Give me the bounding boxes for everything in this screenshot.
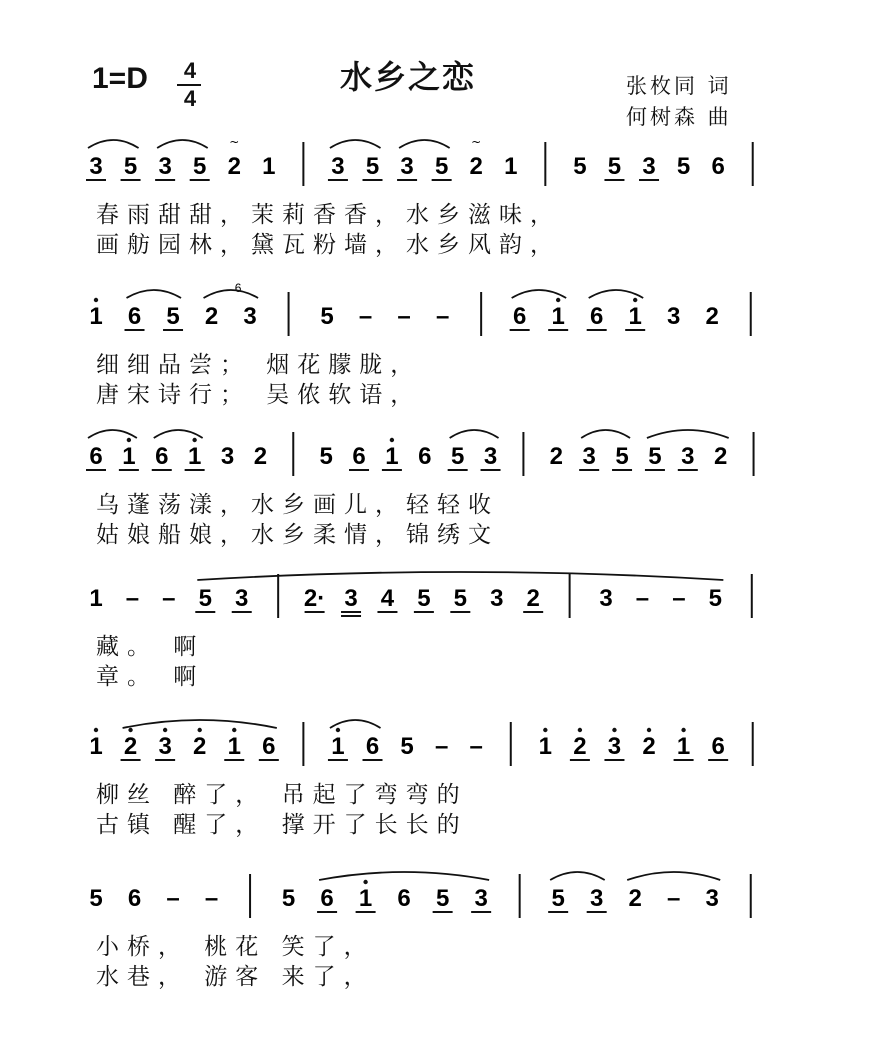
note: 1 [551, 303, 565, 330]
slur [157, 140, 208, 148]
note: 5 [615, 443, 629, 470]
note: 2 [253, 443, 268, 470]
octave-dot [94, 298, 98, 302]
slur [330, 720, 381, 728]
note: 6 [155, 443, 169, 470]
note: 1 [358, 885, 373, 912]
note: 1 [504, 153, 518, 180]
note: 3 [590, 885, 604, 912]
note: 3 [667, 303, 681, 330]
lyric-line: 古镇 醒了， 撑开了长长的 [96, 812, 468, 838]
note: 3 [235, 585, 249, 612]
octave-dot [192, 438, 196, 442]
note: 5 [573, 153, 587, 180]
note: 6 [397, 885, 411, 912]
octave-dot [681, 728, 685, 732]
note: 6 [365, 733, 380, 760]
slur [330, 140, 381, 148]
octave-dot [232, 728, 236, 732]
lyric-line: 唐宋诗行； 吴侬软语， [96, 382, 422, 408]
note: 2 [526, 585, 540, 612]
notation-line [0, 560, 884, 620]
note: 2 [705, 303, 719, 330]
lyric-line: 春雨甜甜，茉莉香香，水乡滋味， [96, 202, 561, 228]
grace-note: 6 [234, 281, 242, 295]
note: 5 [320, 303, 334, 330]
note: 1 [89, 733, 103, 760]
lyric-line: 画舫园林，黛瓦粉墙，水乡风韵， [96, 232, 561, 258]
notation-line [0, 708, 884, 768]
note: 5 [365, 153, 380, 180]
note: 2 [193, 733, 207, 760]
note: 6 [418, 443, 432, 470]
note: 3 [331, 153, 345, 180]
dash-note: – [397, 303, 411, 330]
composer-credit: 何树森 曲 [626, 105, 732, 129]
lyric-line: 水巷， 游客 来了， [96, 964, 375, 990]
note: 2 [204, 303, 219, 330]
note: 1 [385, 443, 399, 470]
note: 5 [450, 443, 465, 470]
dash-note: – [434, 733, 449, 760]
note: 5 [198, 585, 212, 612]
lyric-line: 章。 啊 [96, 664, 205, 690]
note: 5 [676, 153, 691, 180]
octave-dot [390, 438, 394, 442]
note: 1 [122, 443, 136, 470]
octave-dot [197, 728, 201, 732]
song-title: 水乡之恋 [340, 58, 477, 96]
note: 1 [538, 733, 553, 760]
lyric-line: 姑娘船娘，水乡柔情，锦绣文 [96, 522, 499, 548]
note: 2 [227, 153, 241, 180]
dash-note: – [162, 585, 176, 612]
octave-dot [363, 880, 367, 884]
note: 6 [352, 443, 366, 470]
note: 1 [262, 153, 276, 180]
dash-note: – [672, 585, 686, 612]
note: 1 [89, 303, 103, 330]
dash-note: – [204, 885, 219, 912]
dash-note: – [125, 585, 140, 612]
lyric-line: 细细品尝； 烟花朦胧， [96, 352, 422, 378]
note: 6 [89, 443, 103, 470]
lyric-line: 藏。 啊 [96, 634, 205, 660]
note: 3 [681, 443, 695, 470]
note: 2· [303, 585, 326, 612]
note: 3 [344, 585, 358, 612]
octave-dot [336, 728, 340, 732]
octave-dot [633, 298, 637, 302]
note: 3 [642, 153, 656, 180]
note: 2 [714, 443, 728, 470]
slur [450, 430, 499, 438]
time-signature-numerator: 4 [183, 58, 197, 83]
note: 6 [127, 303, 142, 330]
slur [197, 572, 723, 580]
note: 5 [417, 585, 431, 612]
note: 5 [453, 585, 468, 612]
slur [154, 430, 203, 438]
note: 5 [319, 443, 333, 470]
octave-dot [128, 728, 132, 732]
note: 3 [89, 153, 103, 180]
note: 3 [582, 443, 596, 470]
music-row [0, 128, 884, 258]
note: 6 [262, 733, 276, 760]
octave-dot [94, 728, 98, 732]
note: 3 [599, 585, 613, 612]
note: 6 [590, 303, 604, 330]
note: 5 [400, 733, 414, 760]
octave-dot [578, 728, 582, 732]
notation-line [0, 278, 884, 338]
note: 6 [711, 733, 725, 760]
note: 4 [380, 585, 395, 612]
notation-line [0, 128, 884, 188]
dash-note: – [635, 585, 650, 612]
dash-note: – [435, 303, 450, 330]
dash-note: – [166, 885, 180, 912]
note: 6 [512, 303, 527, 330]
lyric-line: 乌蓬荡漾，水乡画儿，轻轻收 [96, 492, 499, 518]
notation-line [0, 418, 884, 478]
octave-dot [543, 728, 547, 732]
note: 5 [123, 153, 138, 180]
slur [88, 430, 137, 438]
note: 1 [676, 733, 691, 760]
note: 2 [573, 733, 587, 760]
note: 3 [607, 733, 622, 760]
note: 2 [549, 443, 563, 470]
ornament-mark: ~ [471, 135, 482, 149]
note: 3 [483, 443, 498, 470]
octave-dot [612, 728, 616, 732]
dash-note: – [358, 303, 373, 330]
lyricist-credit: 张枚同 词 [626, 74, 732, 98]
slur [647, 430, 729, 438]
note: 1 [187, 443, 202, 470]
note: 1 [331, 733, 345, 760]
note: 3 [158, 733, 172, 760]
lyric-line: 柳丝 醉了， 吊起了弯弯的 [96, 782, 468, 808]
ornament-mark: ~ [229, 135, 240, 149]
note: 3 [400, 153, 414, 180]
note: 5 [648, 443, 662, 470]
note: 3 [220, 443, 235, 470]
music-row [0, 278, 884, 408]
note: 6 [320, 885, 334, 912]
note: 5 [193, 153, 207, 180]
slur [627, 872, 720, 880]
lyric-line: 小桥， 桃花 笑了， [96, 934, 375, 960]
octave-dot [556, 298, 560, 302]
note: 1 [628, 303, 642, 330]
key-signature: 1=D [92, 62, 148, 95]
note: 3 [243, 303, 257, 330]
slur [123, 720, 277, 728]
music-row [0, 418, 884, 548]
music-row [0, 860, 884, 990]
note: 5 [166, 303, 180, 330]
note: 3 [474, 885, 488, 912]
dash-note: – [667, 885, 681, 912]
note: 5 [607, 153, 622, 180]
octave-dot [163, 728, 167, 732]
note: 5 [551, 885, 565, 912]
music-row [0, 708, 884, 838]
note: 3 [158, 153, 172, 180]
note: 6 [711, 153, 725, 180]
slur [127, 290, 182, 298]
note: 2 [642, 733, 656, 760]
note: 5 [435, 885, 450, 912]
note: 1 [227, 733, 241, 760]
notation-line [0, 860, 884, 920]
note: 5 [89, 885, 103, 912]
note: 5 [434, 153, 449, 180]
note: 2 [123, 733, 138, 760]
note: 3 [490, 585, 504, 612]
octave-dot [127, 438, 131, 442]
slur [589, 290, 644, 298]
note: 2 [628, 885, 642, 912]
slur [399, 140, 450, 148]
note: 3 [705, 885, 719, 912]
slur [88, 140, 139, 148]
music-row [0, 560, 884, 690]
note: 5 [281, 885, 296, 912]
note: 5 [708, 585, 723, 612]
time-signature-denominator: 4 [183, 86, 197, 111]
slur [204, 290, 259, 298]
slur [319, 872, 489, 880]
note: 1 [89, 585, 103, 612]
slur [550, 872, 605, 880]
dash-note: – [469, 733, 483, 760]
note: 2 [469, 153, 483, 180]
slur [512, 290, 567, 298]
octave-dot [647, 728, 651, 732]
slur [581, 430, 630, 438]
note: 6 [127, 885, 142, 912]
